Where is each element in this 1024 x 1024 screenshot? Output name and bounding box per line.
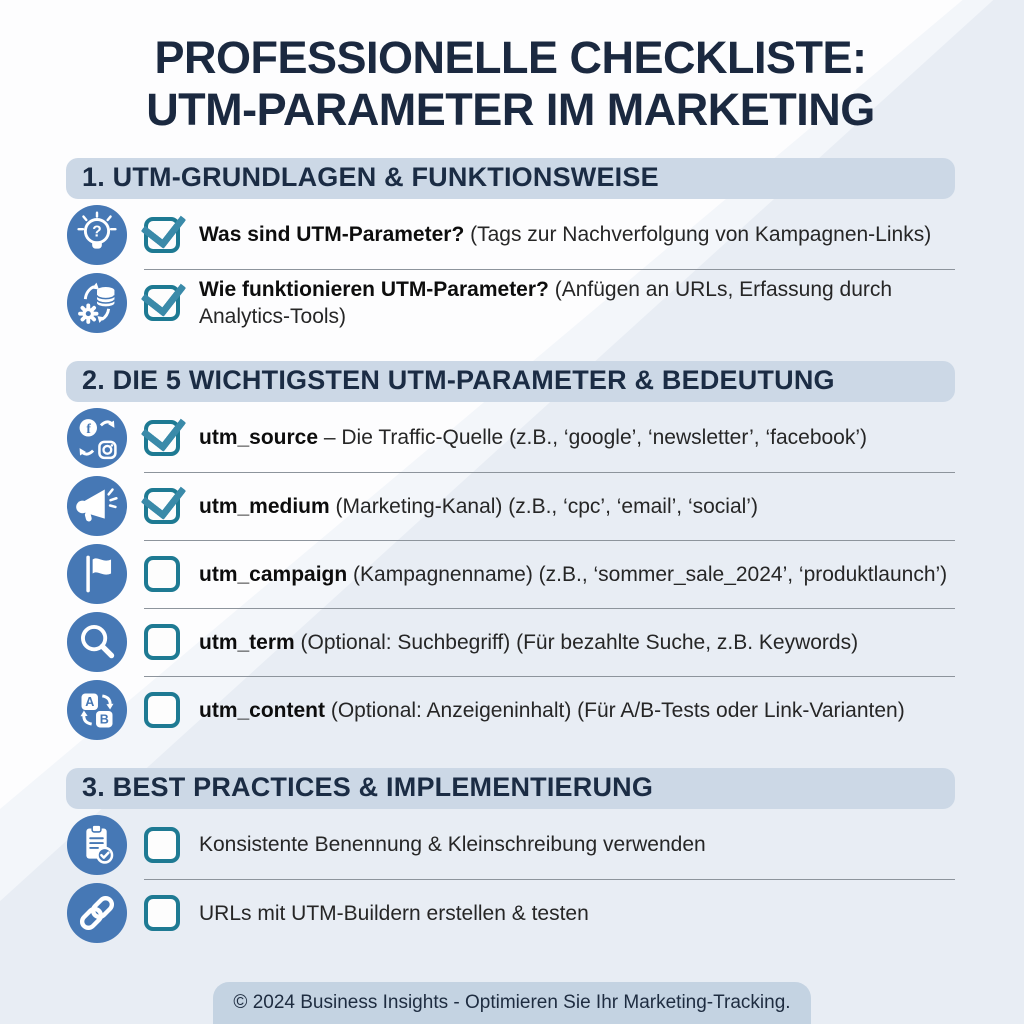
row-text: URLs mit UTM-Buildern erstellen & testen — [199, 901, 589, 925]
section-3-rows — [66, 811, 955, 947]
checkbox[interactable] — [144, 895, 180, 931]
svg-text:?: ? — [92, 222, 102, 240]
footer-text: © 2024 Business Insights - Optimieren Sie Ihr Marketing-Tracking. — [233, 992, 791, 1013]
checkbox[interactable] — [144, 692, 180, 728]
section-3-heading: 3. BEST PRACTICES & IMPLEMENTIERUNG — [66, 768, 955, 809]
checklist-row — [66, 676, 955, 744]
section-1-rows — [66, 201, 955, 337]
checklist-row — [66, 269, 955, 337]
page-title-line2: UTM-PARAMETER IM MARKETING — [146, 83, 875, 135]
link-icon — [66, 882, 128, 944]
ab-test-icon — [66, 679, 128, 741]
svg-text:B: B — [99, 712, 109, 727]
row-text: utm_campaign (Kampagnenname) (z.B., ‘sommer_sale_2024’, ‘produktlaunch’) — [199, 562, 948, 586]
checklist-row — [66, 540, 955, 608]
checklist-row — [66, 201, 955, 269]
row-body — [144, 405, 955, 471]
row-text: utm_term (Optional: Suchbegriff) (Für bezahlte Suche, z.B. Keywords) — [199, 630, 859, 654]
footer-banner — [213, 982, 811, 1024]
idea-icon — [66, 204, 128, 266]
page-title-line1: PROFESSIONELLE CHECKLISTE: — [154, 32, 867, 83]
flag-icon — [66, 543, 128, 605]
section-2-heading: 2. DIE 5 WICHTIGSTEN UTM-PARAMETER & BEDEUTUNG — [66, 361, 955, 402]
megaphone-icon — [66, 475, 128, 537]
row-body — [144, 540, 955, 607]
row-text: Wie funktionieren UTM-Parameter? (Anfügen an URLs, Erfassung durch Analytics-Tools) — [199, 277, 893, 329]
row-text: Konsistente Benennung & Kleinschreibung verwenden — [199, 833, 706, 857]
row-text: Was sind UTM-Parameter? (Tags zur Nachverfolgung von Kampagnen-Links) — [199, 222, 932, 246]
checklist-row — [66, 472, 955, 540]
checklist-row — [66, 879, 955, 947]
row-body — [144, 879, 955, 946]
checkbox[interactable] — [144, 217, 180, 253]
page-title — [66, 32, 955, 136]
row-body — [144, 202, 955, 268]
checklist-row — [66, 404, 955, 472]
section-2-rows — [66, 404, 955, 744]
checkbox[interactable] — [144, 285, 180, 321]
row-body — [144, 269, 955, 337]
checklist-row — [66, 608, 955, 676]
row-text: utm_source – Die Traffic-Quelle (z.B., ‘google’, ‘newsletter’, ‘facebook’) — [199, 426, 868, 450]
row-text: utm_medium (Marketing-Kanal) (z.B., ‘cpc’, ‘email’, ‘social’) — [199, 494, 758, 518]
section-1-heading: 1. UTM-GRUNDLAGEN & FUNKTIONSWEISE — [66, 158, 955, 199]
social-share-icon — [66, 407, 128, 469]
svg-text:f: f — [86, 421, 91, 437]
search-icon — [66, 611, 128, 673]
row-body — [144, 812, 955, 878]
data-process-icon — [66, 272, 128, 334]
checkbox[interactable] — [144, 624, 180, 660]
row-body — [144, 472, 955, 539]
row-body — [144, 608, 955, 675]
checkbox[interactable] — [144, 420, 180, 456]
checkbox[interactable] — [144, 556, 180, 592]
checklist-row — [66, 811, 955, 879]
row-text: utm_content (Optional: Anzeigeninhalt) (Für A/B-Tests oder Link-Varianten) — [199, 698, 905, 722]
clipboard-check-icon — [66, 814, 128, 876]
svg-text:A: A — [85, 695, 95, 710]
row-body — [144, 676, 955, 743]
checkbox[interactable] — [144, 827, 180, 863]
checkbox[interactable] — [144, 488, 180, 524]
